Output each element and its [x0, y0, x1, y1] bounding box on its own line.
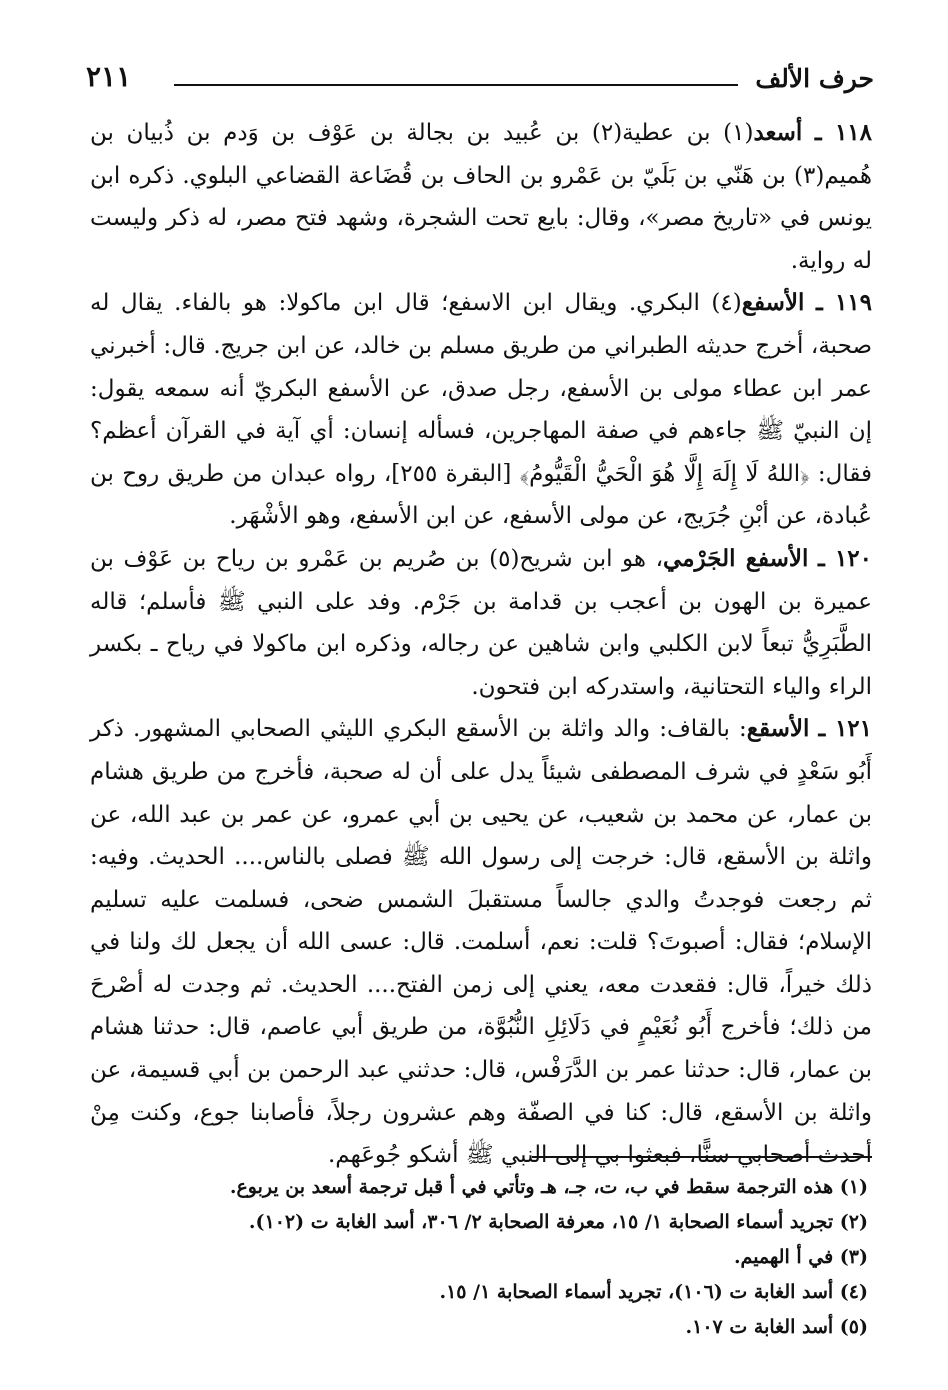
entry-name: أسعد	[753, 119, 803, 146]
footnote: (٤) أسد الغابة ت (١٠٦)، تجريد أسماء الصحابة ١/ ١٥.	[439, 1281, 868, 1303]
entry-number: ١١٩ ـ	[815, 289, 873, 317]
entry-120	[90, 538, 872, 708]
footnote: (١) هذه الترجمة سقط في ب، ت، جـ، هـ وتأتي في أ قبل ترجمة أسعد بن يربوع.	[229, 1176, 868, 1198]
footnotes	[160, 1170, 868, 1345]
footnote: (٥) أسد الغابة ت ١٠٧.	[685, 1316, 868, 1338]
entry-118	[90, 112, 872, 282]
entry-name: الأسقع	[746, 715, 810, 743]
entry-119	[90, 282, 872, 538]
footnote-separator	[532, 1156, 872, 1158]
entry-text: : بالقاف: والد واثلة بن الأسقع البكري الليثي الصحابي المشهور. ذكر أَبُو سَعْدٍ في شرف المصطفى شيئاً يدل على أن له صحبة، فأخرج من طريق هشام بن عمار، عن محمد بن شعيب، عن يحيى بن أبي عمرو، عن عمر بن عبد الله، عن واثلة بن الأسقع، قال: خرجت إلى رسول الله ﷺ فصلى بالناس.... الحديث. وفيه: ثم رجعت فوجدتُ والدي جالساً مستقبلَ الشمس ضحى، فسلمت عليه تسليم الإسلام؛ فقال: أصبوتَ؟ قلت: نعم، أسلمت. قال: عسى الله أن يجعل لك ولنا في ذلك خيراً، قال: فقعدت معه، يعني إلى زمن الفتح.... الحديث. ثم وجدت له أصْرحَ من ذلك؛ فأخرج أَبُو نُعَيْمٍ في دَلَائِلِ النُّبُوَّة، من طريق أبي عاصم، قال: حدثنا هشام بن عمار، قال: حدثنا عمر بن الدَّرَفْس، قال: حدثني عبد الرحمن بن أبي قسيمة، عن واثلة بن الأسقع، قال: كنا في الصفّة وهم عشرون رجلاً، فأصابنا جوع، وكنت مِنْ أحدث أصحابي سنًّا، فبعثوا بي إلى النبي ﷺ أشكو جُوعَهم.	[90, 716, 872, 1169]
main-text	[90, 112, 872, 1177]
entry-name: الأسفع الجَرْمي	[663, 544, 809, 572]
section-title: حرف الألف	[755, 64, 874, 93]
entry-number: ١١٨ ـ	[814, 119, 873, 146]
page-header	[86, 54, 874, 98]
page-number: ٢١١	[86, 60, 132, 93]
entry-121	[90, 708, 872, 1177]
footnote: (٣) في أ الهميم.	[733, 1246, 868, 1268]
entry-text: (١) بن عطية(٢) بن عُبيد بن بجالة بن عَوْف بن وَدم بن ذُبيان بن هُميم(٣) بن هَنّي بن بَلَيّ بن عَمْرو بن الحاف بن قُضَاعة القضاعي البلوي. ذكره ابن يونس في «تاريخ مصر»، وقال: بايع تحت الشجرة، وشهد فتح مصر، له ذكر وليست له رواية.	[90, 120, 872, 274]
header-rule	[174, 84, 738, 86]
entry-text: (٤) البكري. ويقال ابن الاسفع؛ قال ابن ماكولا: هو بالفاء. يقال له صحبة، أخرج حديثه الطبراني من طريق مسلم بن خالد، عن ابن جريج. قال: أخبرني عمر ابن عطاء مولى بن الأسفع، رجل صدق، عن الأسفع البكريّ أنه سمعه يقول: إن النبيّ ﷺ جاءهم في صفة المهاجرين، فسأله إنسان: أي آية في القرآن أعظم؟ فقال: ﴿اللهُ لَا إِلَهَ إِلَّا هُوَ الْحَيُّ الْقَيُّومُ﴾ [البقرة ٢٥٥]، رواه عبدان من طريق روح بن عُبادة، عن أبْنِ جُرَيج، عن مولى الأسفع، عن ابن الأسفع، وهو الأشْهَر.	[90, 290, 873, 530]
entry-number: ١٢١ ـ	[818, 715, 873, 743]
entry-text: ، هو ابن شريح(٥) بن صُريم بن عَمْرو بن رياح بن عَوْف بن عميرة بن الهون بن أعجب بن قدامة بن جَرْم. وفد على النبي ﷺ فأسلم؛ قاله الطَّبَرِيُّ تبعاً لابن الكلبي وابن شاهين عن رجاله، وذكره ابن ماكولا في رياح ـ بكسر الراء والياء التحتانية، واستدركه ابن فتحون.	[90, 545, 872, 700]
entry-number: ١٢٠ ـ	[817, 544, 873, 572]
footnote: (٢) تجريد أسماء الصحابة ١/ ١٥، معرفة الصحابة ٢/ ٣٠٦، أسد الغابة ت (١٠٢).	[248, 1211, 868, 1233]
entry-name: الأسفع	[741, 289, 805, 317]
